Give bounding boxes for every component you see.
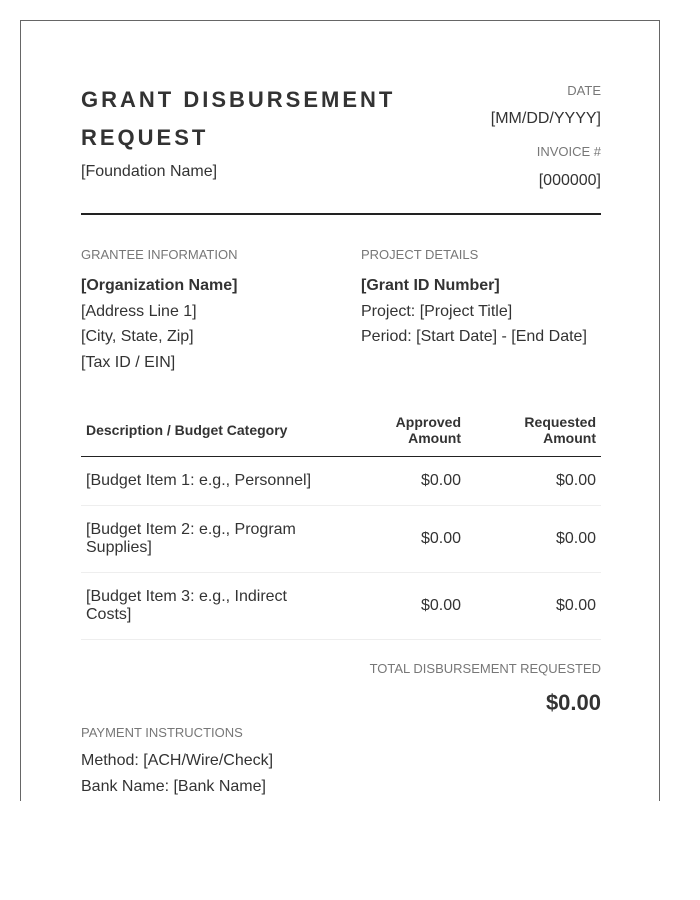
- column-header-requested-line-1: Requested: [524, 414, 596, 430]
- budget-table: [81, 406, 601, 640]
- table-row: [81, 457, 601, 506]
- column-header-approved: [331, 406, 466, 457]
- column-header-approved-line-1: Approved: [395, 414, 461, 430]
- document-title-line-1: GRANT DISBURSEMENT: [81, 87, 396, 112]
- grantee-section-label: GRANTEE INFORMATION: [81, 247, 238, 262]
- project-period: Period: [Start Date] - [End Date]: [361, 328, 587, 345]
- tax-id: [Tax ID / EIN]: [81, 353, 176, 371]
- project-title: Project: [Project Title]: [361, 302, 513, 320]
- date-value: [MM/DD/YYYY]: [490, 110, 601, 127]
- table-row: [81, 573, 601, 640]
- column-header-requested: [466, 406, 601, 457]
- foundation-name: [Foundation Name]: [81, 163, 218, 180]
- column-header-description-label: Description / Budget Category: [86, 422, 288, 438]
- row-requested-amount: $0.00: [466, 506, 601, 573]
- grantee-information: [81, 247, 341, 375]
- city-state-zip: [City, State, Zip]: [81, 328, 194, 345]
- project-section-label: PROJECT DETAILS: [361, 247, 479, 262]
- row-description: [Budget Item 1: e.g., Personnel]: [81, 457, 331, 506]
- row-approved-amount: $0.00: [331, 506, 466, 573]
- row-description: [Budget Item 2: e.g., Program Supplies]: [81, 506, 331, 573]
- row-requested-amount: $0.00: [466, 457, 601, 506]
- total-label: TOTAL DISBURSEMENT REQUESTED: [369, 661, 601, 676]
- column-header-requested-line-2: Amount: [543, 430, 596, 446]
- row-requested-amount: $0.00: [466, 573, 601, 640]
- invoice-label: INVOICE #: [536, 144, 601, 159]
- project-details: [361, 247, 621, 350]
- organization-name: [Organization Name]: [81, 277, 238, 294]
- table-row: [81, 506, 601, 573]
- bank-name: Bank Name: [Bank Name]: [81, 778, 266, 795]
- payment-section-label: PAYMENT INSTRUCTIONS: [81, 725, 243, 740]
- document-page: [20, 20, 660, 801]
- date-label: DATE: [567, 83, 601, 98]
- grant-id-number: [Grant ID Number]: [361, 277, 500, 294]
- invoice-value: [000000]: [538, 172, 601, 189]
- address-line: [Address Line 1]: [81, 302, 197, 320]
- row-approved-amount: $0.00: [331, 457, 466, 506]
- document-title-line-2: REQUEST: [81, 125, 209, 150]
- table-header-row: [81, 406, 601, 457]
- payment-method: Method: [ACH/Wire/Check]: [81, 752, 274, 769]
- column-header-approved-line-2: Amount: [408, 430, 461, 446]
- header-divider: [81, 213, 601, 215]
- row-description: [Budget Item 3: e.g., Indirect Costs]: [81, 573, 331, 640]
- row-approved-amount: $0.00: [331, 573, 466, 640]
- total-value: $0.00: [545, 690, 601, 715]
- column-header-description: [81, 406, 331, 457]
